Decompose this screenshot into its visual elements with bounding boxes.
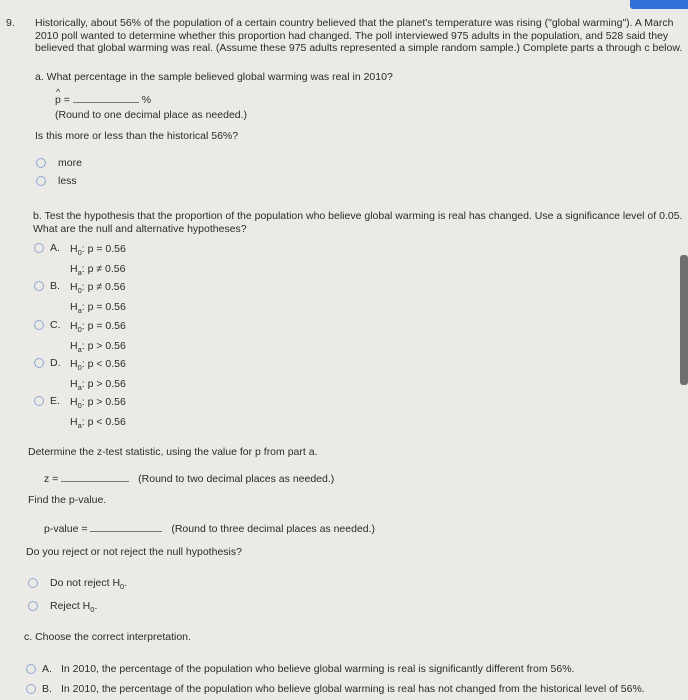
top-action-button[interactable] bbox=[630, 0, 688, 9]
part-b-line-1: b. Test the hypothesis that the proportion of the population who believe global warming is real has changed. Use a significance level of 0.05. bbox=[33, 210, 683, 222]
pvalue-label: p-value = bbox=[44, 523, 88, 535]
radio-icon[interactable] bbox=[26, 684, 36, 694]
p-prompt: Find the p-value. bbox=[28, 494, 107, 506]
h0-value: p = 0.56 bbox=[87, 243, 126, 255]
option-letter: B. bbox=[50, 280, 60, 292]
phat-label: ^ p = bbox=[55, 94, 70, 106]
option-letter: D. bbox=[50, 357, 61, 369]
ha-value: p > 0.56 bbox=[87, 340, 126, 353]
reject-label: Reject $H_0$. bbox=[50, 600, 98, 615]
part-c-question: c. Choose the correct interpretation. bbox=[24, 631, 191, 643]
z-label: z = bbox=[44, 473, 59, 485]
intro-line-1: Historically, about 56% of the population of a certain country believed that the planet's temperature was rising ("global warming"). A March bbox=[35, 17, 674, 29]
option-letter: A. bbox=[42, 663, 52, 675]
option-letter: B. bbox=[42, 683, 52, 695]
radio-more-label: more bbox=[58, 157, 82, 169]
reject-question: Do you reject or not reject the null hypothesis? bbox=[26, 546, 242, 558]
z-prompt: Determine the z-test statistic, using the value for p from part a. bbox=[28, 446, 318, 458]
part-a-question: a. What percentage in the sample believed global warming was real in 2010? bbox=[35, 71, 393, 83]
z-input[interactable] bbox=[61, 470, 129, 482]
compare-question: Is this more or less than the historical 56%? bbox=[35, 130, 239, 142]
pvalue-input[interactable] bbox=[90, 520, 162, 532]
question-intro bbox=[35, 17, 682, 55]
phat-unit: % bbox=[141, 94, 152, 106]
radio-icon[interactable] bbox=[34, 320, 44, 330]
radio-icon[interactable] bbox=[34, 281, 44, 291]
option-letter: E. bbox=[50, 395, 60, 407]
z-row bbox=[44, 470, 334, 485]
do-not-reject-label: Do not reject $H_0$. bbox=[50, 577, 128, 592]
radio-icon[interactable] bbox=[34, 243, 44, 253]
option-text: In 2010, the percentage of the population who believe global warming is real is significantly different from 56%. bbox=[61, 663, 575, 675]
radio-less-label: less bbox=[58, 175, 77, 187]
ha-value: p > 0.56 bbox=[87, 378, 126, 391]
h0-value: p = 0.56 bbox=[87, 320, 126, 332]
option-letter: C. bbox=[50, 319, 61, 331]
z-hint: (Round to two decimal places as needed.) bbox=[138, 473, 335, 485]
radio-icon[interactable] bbox=[36, 176, 46, 186]
ha-value: p = 0.56 bbox=[87, 301, 126, 314]
radio-icon[interactable] bbox=[28, 578, 38, 588]
phat-row bbox=[55, 91, 151, 106]
intro-line-2: 2010 poll wanted to determine whether this proportion had changed. The poll interviewed 975 adults in the population, and 528 said they bbox=[35, 29, 669, 42]
question-number: 9. bbox=[6, 17, 15, 29]
hypotheses: $H_0$: p ≠ 0.56 $H_a$: p = 0.56 bbox=[70, 281, 126, 316]
part-b-line-2: What are the null and alternative hypotheses? bbox=[33, 222, 247, 235]
h0-value: p < 0.56 bbox=[87, 358, 126, 370]
pvalue-hint: (Round to three decimal places as needed.) bbox=[171, 523, 376, 535]
ha-value: p ≠ 0.56 bbox=[87, 263, 126, 276]
hypotheses: $H_0$: p < 0.56 $H_a$: p > 0.56 bbox=[70, 358, 126, 393]
radio-icon[interactable] bbox=[28, 601, 38, 611]
option-text: In 2010, the percentage of the population who believe global warming is real has not changed from the historical level of 56%. bbox=[61, 683, 645, 695]
radio-icon[interactable] bbox=[34, 396, 44, 406]
part-b-question bbox=[33, 210, 682, 235]
intro-line-3: believed that global warming was real. (Assume these 975 adults represented a simple random sample.) Complete parts a through c below. bbox=[35, 42, 683, 54]
hypotheses: $H_0$: p = 0.56 $H_a$: p > 0.56 bbox=[70, 320, 126, 355]
radio-icon[interactable] bbox=[36, 158, 46, 168]
radio-icon[interactable] bbox=[26, 664, 36, 674]
option-letter: A. bbox=[50, 242, 60, 254]
phat-input[interactable] bbox=[73, 91, 139, 103]
hypotheses: $H_0$: p = 0.56 $H_a$: p ≠ 0.56 bbox=[70, 243, 126, 278]
scrollbar-thumb[interactable] bbox=[680, 255, 688, 385]
radio-icon[interactable] bbox=[34, 358, 44, 368]
h0-value: p > 0.56 bbox=[87, 396, 126, 408]
ha-value: p < 0.56 bbox=[87, 416, 126, 429]
phat-hint: (Round to one decimal place as needed.) bbox=[55, 109, 248, 121]
pvalue-row bbox=[44, 520, 375, 535]
h0-value: p ≠ 0.56 bbox=[87, 281, 126, 293]
hypotheses: $H_0$: p > 0.56 $H_a$: p < 0.56 bbox=[70, 396, 126, 431]
